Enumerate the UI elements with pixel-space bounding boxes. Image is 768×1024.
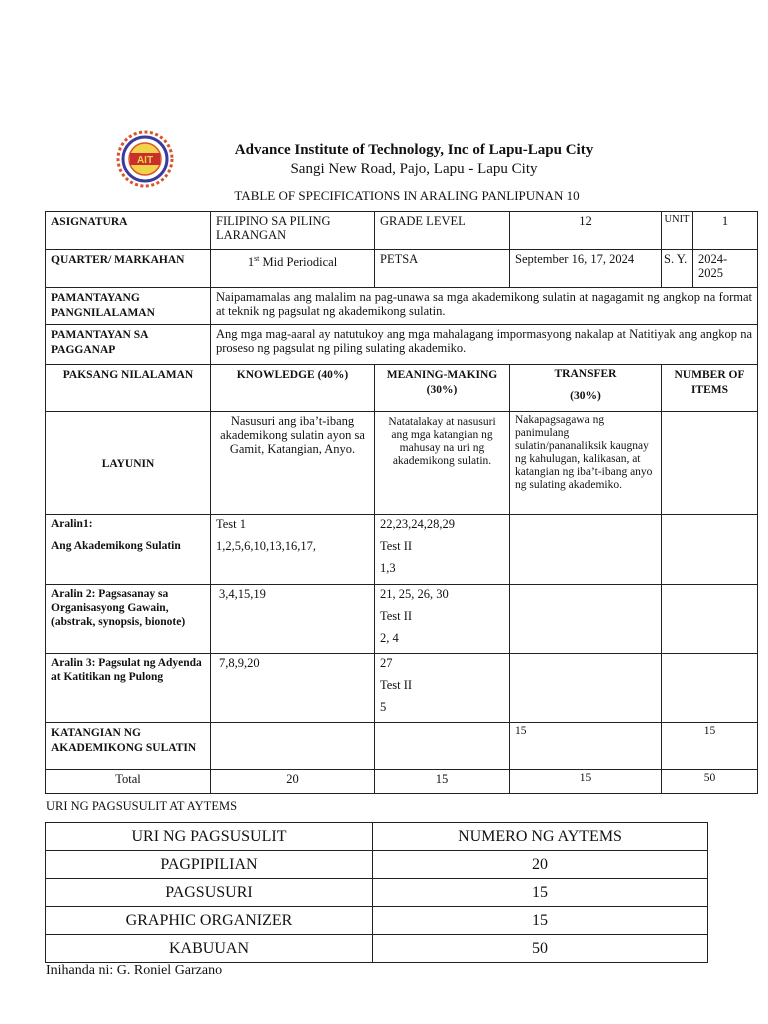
layunin-knowledge: Nasusuri ang iba’t-ibang akademikong sulatin ayon sa Gamit, Katangian, Anyo. [211,412,375,515]
row-asignatura [46,212,758,250]
uri-type: GRAPHIC ORGANIZER [46,907,373,935]
topic-title: Aralin1: [51,518,93,530]
uri-count: 15 [373,907,708,935]
knowledge-cell [211,585,375,654]
total-transfer: 15 [510,770,662,794]
row-column-headers [46,365,758,412]
transfer-cell [510,515,662,585]
table-row [46,935,708,963]
layunin-transfer: Nakapagsagawa ng panimulang sulatin/pananaliksik kaugnay ng kahulugan, kalikasan, at katangian ng iba’t-ibang anyo ng sulating akademiko. [510,412,662,515]
pagganap-value: Ang mga mag-aaral ay natutukoy ang mga mahalagang impormasyong nakalap at Natitiyak ang angkop na proseso ng pagsulat ng piling sulating akademiko. [211,325,758,365]
meaning-line: Test II [380,539,413,553]
meaning-line: 22,23,24,28,29 [380,517,455,531]
meaning-line: 5 [380,700,387,714]
layunin-number [662,412,758,515]
meaning-cell [375,654,510,723]
katangian-meaning [375,723,510,770]
document-title: TABLE OF SPECIFICATIONS IN ARALING PANLIPUNAN 10 [234,188,580,203]
number-cell [662,585,758,654]
uri-count: 50 [373,935,708,963]
uri-type: KABUUAN [46,935,373,963]
prepared-by: Inihanda ni: G. Roniel Garzano [46,963,223,978]
table-row [46,515,758,585]
topic-cell [46,515,211,585]
pangnilalaman-value: Naipamamalas ang malalim na pag-unawa sa mga akademikong sulatin at nagagamit ng angkop na format at teknik ng pagsulat ng akademikong sulatin. [211,288,758,325]
meaning-line: 21, 25, 26, 30 [380,587,449,601]
unit-value: 1 [693,212,758,250]
col-paksang: PAKSANG NILALAMAN [46,365,211,412]
meaning-line: 2, 4 [380,631,399,645]
col-number: NUMBER OF ITEMS [662,365,758,412]
katangian-transfer: 15 [510,723,662,770]
total-meaning: 15 [375,770,510,794]
table-row [46,851,708,879]
knowledge-cell [211,654,375,723]
row-katangian [46,723,758,770]
uri-header-row [46,823,708,851]
katangian-number: 15 [662,723,758,770]
uri-type: PAGSUSURI [46,879,373,907]
transfer-cell [510,585,662,654]
topic-body: Ang Akademikong Sulatin [51,540,181,552]
total-label: Total [46,770,211,794]
col-transfer [510,365,662,412]
quarter-value: 1st Mid Periodical [211,250,375,288]
uri-count: 15 [373,879,708,907]
specification-table [45,211,758,794]
knowledge-cell [211,515,375,585]
topic-cell [46,654,211,723]
uri-header-count: NUMERO NG AYTEMS [373,823,708,851]
transfer-cell [510,654,662,723]
col-transfer-label: TRANSFER [554,368,617,380]
meaning-cell [375,515,510,585]
uri-caption: URI NG PAGSUSULIT AT AYTEMS [46,799,238,813]
layunin-label: LAYUNIN [46,412,211,515]
number-cell [662,654,758,723]
katangian-label: KATANGIAN NG AKADEMIKONG SULATIN [46,723,211,770]
meaning-cell [375,585,510,654]
col-meaning: MEANING-MAKING (30%) [375,365,510,412]
table-row [46,907,708,935]
unit-label: UNIT [662,212,693,250]
table-row [46,585,758,654]
layunin-meaning: Natatalakay at nasusuri ang mga katangian ng mahusay na uri ng akademikong sulatin. [375,412,510,515]
topic-title: Aralin 3: Pagsulat ng Adyenda at Katitikan ng Pulong [51,657,202,683]
topic-title: Aralin 2: Pagsasanay sa Organisasyong Gawain, (abstrak, synopsis, bionote) [51,588,186,628]
petsa-label: PETSA [375,250,510,288]
col-transfer-pct: (30%) [570,390,601,402]
knowledge-line: Test 1 [216,517,247,531]
total-knowledge: 20 [211,770,375,794]
meaning-line: Test II [380,678,413,692]
uri-count: 20 [373,851,708,879]
row-pagganap [46,325,758,365]
table-row [46,654,758,723]
table-row [46,879,708,907]
meaning-line: 1,3 [380,561,396,575]
col-knowledge: KNOWLEDGE (40%) [211,365,375,412]
row-layunin [46,412,758,515]
topic-cell [46,585,211,654]
number-cell [662,515,758,585]
row-quarter [46,250,758,288]
uri-header-type: URI NG PAGSUSULIT [46,823,373,851]
row-pangnilalaman [46,288,758,325]
svg-text:AIT: AIT [136,155,154,166]
pangnilalaman-label: PAMANTAYANG PANGNILALAMAN [46,288,211,325]
row-total [46,770,758,794]
quarter-label: QUARTER/ MARKAHAN [46,250,211,288]
school-logo [116,130,174,188]
school-address: Sangi New Road, Pajo, Lapu - Lapu City [290,161,538,177]
meaning-line: Test II [380,609,413,623]
pagganap-label: PAMANTAYAN SA PAGGANAP [46,325,211,365]
asignatura-value: FILIPINO SA PILING LARANGAN [211,212,375,250]
uri-table [45,822,708,963]
sy-value: 2024-2025 [693,250,758,288]
grade-label: GRADE LEVEL [375,212,510,250]
grade-value: 12 [510,212,662,250]
school-name: Advance Institute of Technology, Inc of Lapu-Lapu City [234,142,594,158]
knowledge-line: 7,8,9,20 [219,656,260,670]
knowledge-line: 1,2,5,6,10,13,16,17, [216,539,316,553]
uri-type: PAGPIPILIAN [46,851,373,879]
petsa-value: September 16, 17, 2024 [510,250,662,288]
meaning-line: 27 [380,656,393,670]
knowledge-line: 3,4,15,19 [219,587,266,601]
sy-label: S. Y. [662,250,693,288]
total-number: 50 [662,770,758,794]
asignatura-label: ASIGNATURA [46,212,211,250]
katangian-knowledge [211,723,375,770]
